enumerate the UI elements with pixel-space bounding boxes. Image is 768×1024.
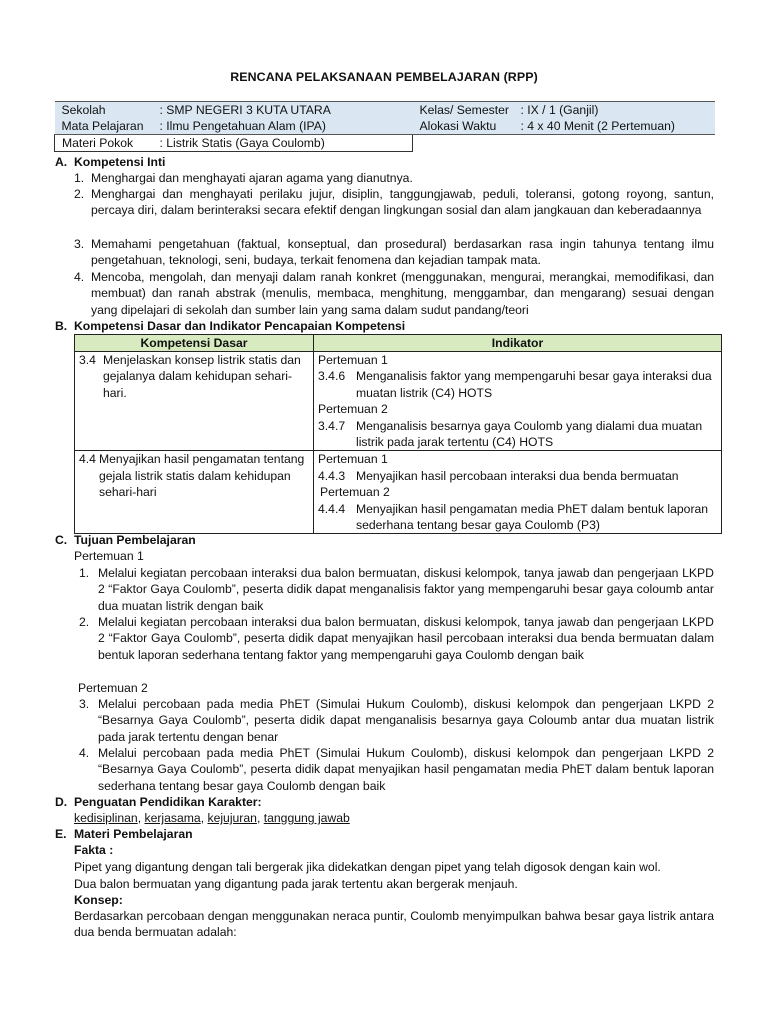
karakter-kedisiplinan: kedisiplinan: [74, 811, 138, 825]
karakter-kejujuran: kejujuran: [207, 811, 257, 825]
sekolah-value: : SMP NEGERI 3 KUTA UTARA: [153, 102, 413, 119]
materi-value: : Listrik Statis (Gaya Coulomb): [153, 135, 413, 152]
identity-table: [54, 101, 715, 152]
section-c-heading: C. Tujuan Pembelajaran: [55, 533, 196, 547]
mapel-label: Mata Pelajaran: [55, 118, 153, 135]
mapel-value: : Ilmu Pengetahuan Alam (IPA): [153, 118, 413, 135]
indikator-column-header: Indikator: [314, 335, 722, 352]
pertemuan-1-label: Pertemuan 1: [74, 549, 144, 563]
kd-cell-4-4: 4.4 Menyajikan hasil pengamatan tentang gejala listrik statis dalam kehidupan sehari-hari: [75, 451, 314, 534]
ki-item-4: 4. Mencoba, mengolah, dan menyaji dalam ranah konkret (menggunakan, mengurai, merangkai, memodifikasi, dan membuat) dan ranah abstrak (menulis, membaca, menghitung, menggambar, dan mengarang) sesuai dengan yang dipelajari di sekolah dan sumber lain yang sama dalam sudut pandang/teori: [74, 270, 714, 317]
sekolah-label: Sekolah: [55, 102, 153, 119]
indikator-cell-4-4: Pertemuan 1 4.4.3 Menyajikan hasil percobaan interaksi dua benda bermuatan Pertemuan 2 4.4.4 Menyajikan hasil pengamatan media PhET dalam bentuk laporan sederhana tentang besar gaya Coulomb (P3): [314, 451, 722, 534]
section-b-heading: B. Kompetensi Dasar dan Indikator Pencapaian Kompetensi: [55, 319, 406, 333]
materi-label: Materi Pokok: [55, 135, 153, 152]
fakta-label: Fakta :: [74, 843, 114, 857]
tujuan-item-1: 1. Melalui kegiatan percobaan interaksi dua balon bermuatan, diskusi kelompok, tanya jawab dan pengerjaan LKPD 2 “Faktor Gaya Coulomb”, peserta didik dapat menganalisis faktor yang mempengaruhi besar gaya coloumb antar dua muatan listrik dengan baik: [79, 566, 714, 613]
kd-cell-3-4: 3.4 Menjelaskan konsep listrik statis dan gejalanya dalam kehidupan sehari-hari.: [75, 352, 314, 451]
indikator-cell-3-4: Pertemuan 1 3.4.6 Menganalisis faktor yang mempengaruhi besar gaya interaksi dua muatan listrik (C4) HOTS Pertemuan 2 3.4.7 Menganalisis besarnya gaya Coulomb yang dialami dua muatan listrik pada jarak tertentu (C4) HOTS: [314, 352, 722, 451]
konsep-label: Konsep:: [74, 893, 123, 907]
karakter-values: kedisiplinan, kerjasama, kejujuran, tanggung jawab: [74, 811, 350, 825]
section-d-heading: D. Penguatan Pendidikan Karakter:: [55, 795, 262, 809]
tujuan-item-3: 3. Melalui percobaan pada media PhET (Simulai Hukum Coulomb), diskusi kelompok dan pengerjaan LKPD 2 “Besarnya Gaya Coulomb”, peserta didik dapat menganalisis besarnya gaya Coloumb antar dua muatan listrik pada jarak tertentu dengan benar: [79, 697, 714, 744]
konsep-text: Berdasarkan percobaan dengan menggunakan neraca puntir, Coulomb menyimpulkan bahwa besar gaya listrik antara dua benda bermuatan adalah:: [74, 909, 714, 940]
kd-column-header: Kompetensi Dasar: [75, 335, 314, 352]
ki-item-2: 2. Menghargai dan menghayati perilaku jujur, disiplin, tanggungjawab, peduli, toleransi, gotong royong, santun, percaya diri, dalam berinteraksi secara efektif dengan lingkungan sosial dan alam jangkauan dan keberadaannya: [74, 187, 714, 218]
kelas-value: : IX / 1 (Ganjil): [514, 102, 715, 119]
tujuan-item-2: 2. Melalui kegiatan percobaan interaksi dua balon bermuatan, diskusi kelompok, tanya jawab dan pengerjaan LKPD 2 “Faktor Gaya Coulomb”, peserta didik dapat menyajikan hasil percobaan interaksi dua benda bermuatan dalam bentuk laporan sederhana tentang faktor yang mempengaruhi gaya Coulomb dengan baik: [79, 615, 714, 662]
fakta-2: Dua balon bermuatan yang digantung pada jarak tertentu akan bergerak menjauh.: [74, 877, 518, 891]
alokasi-value: : 4 x 40 Menit (2 Pertemuan): [514, 118, 715, 135]
section-a-heading: A. Kompetensi Inti: [55, 155, 166, 169]
karakter-tanggung-jawab: tanggung jawab: [263, 811, 350, 825]
tujuan-item-4: 4. Melalui percobaan pada media PhET (Simulai Hukum Coulomb), diskusi kelompok dan pengerjaan LKPD 2 “Besarnya Gaya Coulomb”, peserta didik dapat menyajikan hasil pengamatan media PhET dalam bentuk laporan sederhana tentang besar gaya Coulomb dengan baik: [79, 746, 714, 793]
ki-item-1: 1. Menghargai dan menghayati ajaran agama yang dianutnya.: [74, 171, 413, 185]
ki-item-3: 3. Memahami pengetahuan (faktual, konseptual, dan prosedural) berdasarkan rasa ingin tahunya tentang ilmu pengetahuan, teknologi, seni, budaya, terkait fenomena dan kejadian tampak mata.: [74, 237, 714, 268]
document-title: RENCANA PELAKSANAAN PEMBELAJARAN (RPP): [230, 70, 538, 84]
kd-indicator-table: [74, 334, 722, 534]
alokasi-label: Alokasi Waktu: [413, 118, 514, 135]
fakta-1: Pipet yang digantung dengan tali bergerak jika didekatkan dengan pipet yang telah digosok dengan kain wol.: [74, 860, 661, 874]
karakter-kerjasama: kerjasama: [144, 811, 201, 825]
kelas-label: Kelas/ Semester: [413, 102, 514, 119]
section-e-heading: E. Materi Pembelajaran: [55, 827, 193, 841]
pertemuan-2-label: Pertemuan 2: [78, 681, 148, 695]
